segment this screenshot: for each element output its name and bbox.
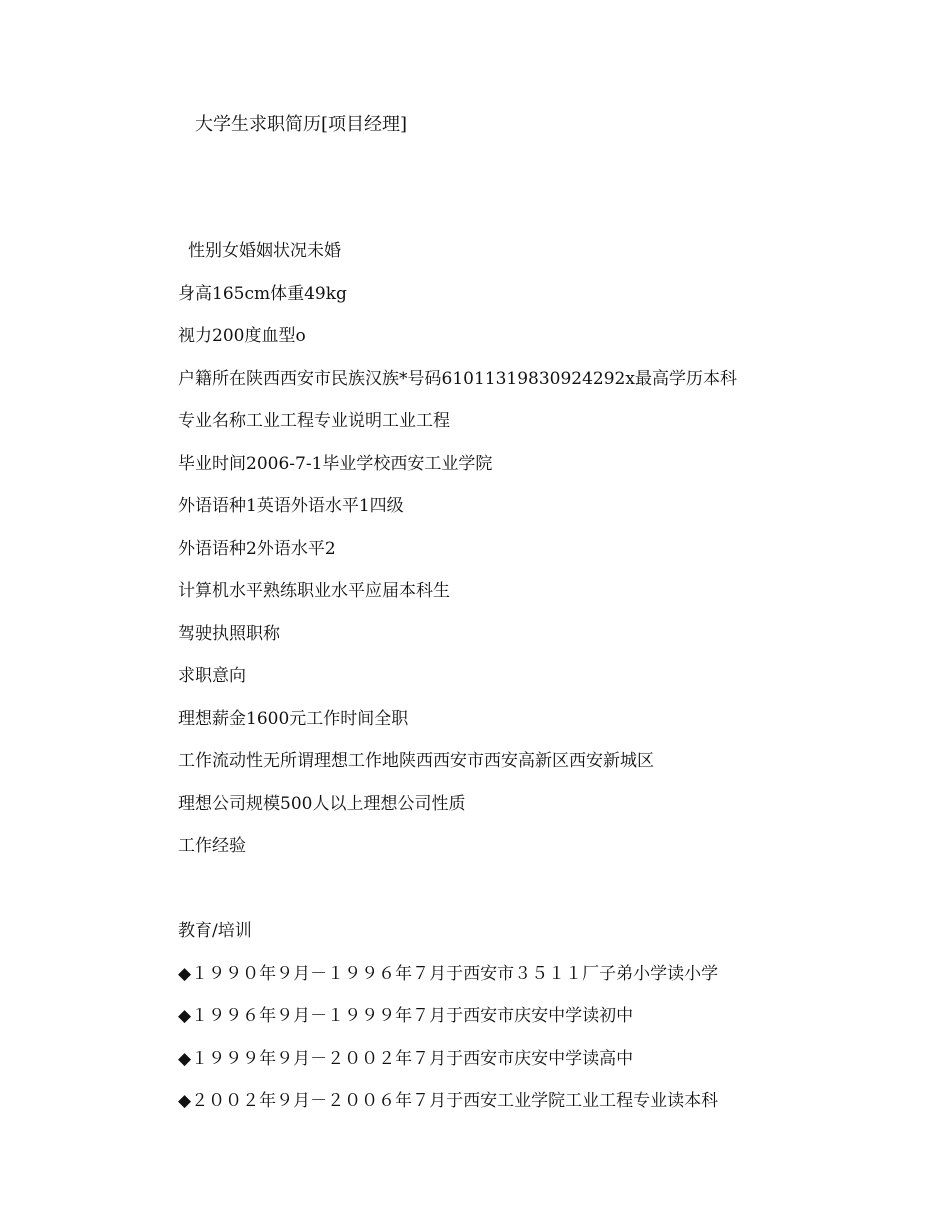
- line-graduation: 毕业时间2006-7-1毕业学校西安工业学院: [178, 453, 493, 474]
- education-item: ◆１９９６年９月－１９９９年７月于西安市庆安中学读初中: [178, 1006, 634, 1026]
- line-major: 专业名称工业工程专业说明工业工程: [178, 411, 450, 431]
- line-company-size: 理想公司规模500人以上理想公司性质: [178, 793, 466, 814]
- resume-body: [178, 238, 878, 1131]
- line-height-weight: 身高165cm体重49kg: [178, 283, 347, 304]
- line-computer-level: 计算机水平熟练职业水平应届本科生: [178, 581, 450, 601]
- line-job-intention: 求职意向: [178, 666, 246, 686]
- line-work-experience: 工作经验: [178, 836, 246, 856]
- document-title: 大学生求职简历[项目经理]: [195, 114, 408, 135]
- line-language-1: 外语语种1英语外语水平1四级: [178, 496, 404, 516]
- line-vision-bloodtype: 视力200度血型o: [178, 326, 306, 346]
- line-work-location: 工作流动性无所谓理想工作地陕西西安市西安高新区西安新城区: [178, 751, 654, 771]
- line-household-id-degree: 户籍所在陕西西安市民族汉族*号码61011319830924292x最高学历本科: [178, 368, 737, 389]
- blank-line: [178, 876, 878, 919]
- line-language-2: 外语语种2外语水平2: [178, 538, 336, 559]
- education-item: ◆２００２年９月－２００６年７月于西安工业学院工业工程专业读本科: [178, 1091, 719, 1111]
- education-item: ◆１９９０年９月－１９９６年７月于西安市３５１１厂子弟小学读小学: [178, 963, 719, 984]
- line-license-title: 驾驶执照职称: [178, 623, 280, 644]
- line-salary: 理想薪金1600元工作时间全职: [178, 708, 409, 729]
- line-gender-marital: 性别女婚姻状况未婚: [188, 241, 341, 261]
- education-heading: 教育/培训: [178, 921, 252, 941]
- education-item: ◆１９９９年９月－２００２年７月于西安市庆安中学读高中: [178, 1048, 634, 1069]
